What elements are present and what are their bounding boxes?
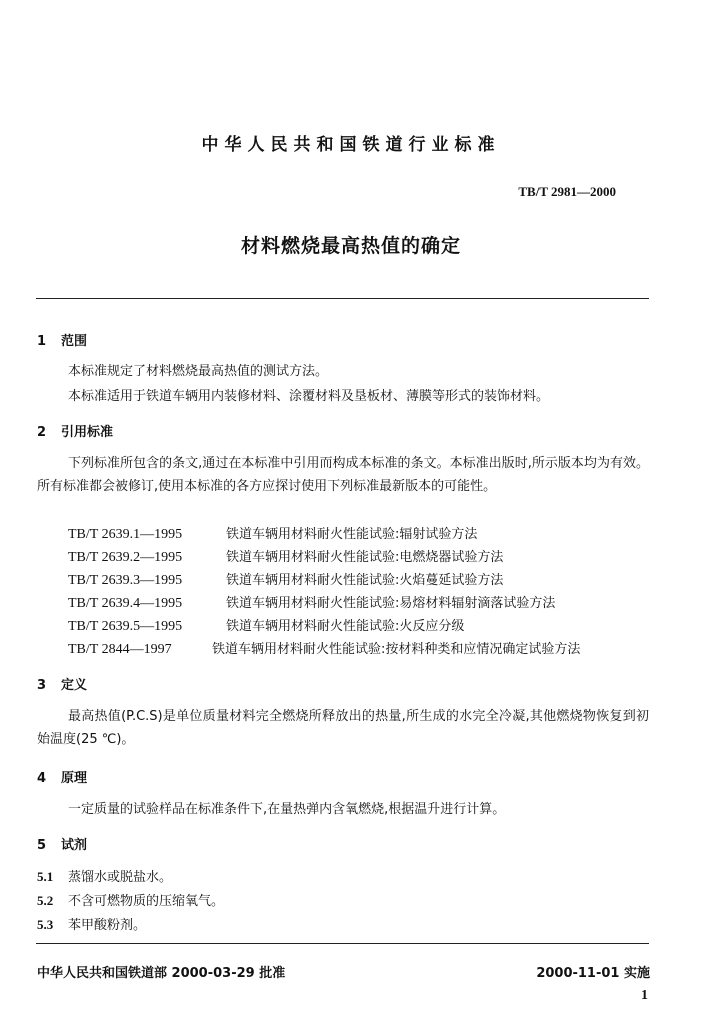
reference-code: TB/T 2639.3—1995 [68,573,183,588]
page-number: 1 [641,988,648,1003]
section-4-paragraph: 一定质量的试验样品在标准条件下,在量热弹内含氧燃烧,根据温升进行计算。 [68,802,506,817]
section-2-heading [37,421,113,440]
subclause-text: 不含可燃物质的压缩氧气。 [68,894,225,909]
issuer-approval: 中华人民共和国铁道部 2000-03-29 批准 [37,966,286,981]
reference-code: TB/T 2639.2—1995 [68,550,183,565]
section-title: 试剂 [61,838,88,853]
footer-divider [36,943,649,944]
subclause-number: 5.1 [37,869,54,884]
reference-item [68,546,503,566]
subclause-text: 蒸馏水或脱盐水。 [68,870,173,885]
organization-heading: 中华人民共和国铁道行业标准 [201,135,501,155]
section-number: 4 [37,771,47,786]
document-title: 材料燃烧最高热值的确定 [240,235,461,257]
section-4-heading [37,767,87,786]
subclause-item [37,914,146,933]
reference-title: 铁道车辆用材料耐火性能试验:电燃烧器试验方法 [226,550,504,565]
reference-code: TB/T 2844—1997 [68,642,172,657]
subclause-text: 苯甲酸粉剂。 [68,918,147,933]
reference-item [68,523,477,543]
standard-code: TB/T 2981—2000 [518,184,616,199]
subclause-item [37,866,172,885]
reference-title: 铁道车辆用材料耐火性能试验:按材料种类和应情况确定试验方法 [212,642,581,657]
subclause-number: 5.3 [37,917,54,932]
section-3-paragraph: 最高热值(P.C.S)是单位质量材料完全燃烧所释放出的热量,所生成的水完全冷凝,其他燃烧物恢复到初始温度(25 ℃)。 [37,709,649,747]
section-1-paragraph-2: 本标准适用于铁道车辆用内装修材料、涂覆材料及垦板材、薄膜等形式的装饰材料。 [68,389,550,404]
section-1-heading [37,330,87,349]
header-divider [36,298,649,299]
reference-title: 铁道车辆用材料耐火性能试验:火焰蔓延试验方法 [226,573,504,588]
section-number: 3 [37,678,47,693]
effective-date: 2000-11-01 实施 [536,966,650,981]
section-title: 范围 [61,334,88,349]
reference-item [68,592,555,612]
section-number: 2 [37,425,47,440]
section-2-paragraph: 下列标准所包含的条文,通过在本标准中引用而构成本标准的条文。本标准出版时,所示版本均为有效。所有标准都会被修订,使用本标准的各方应探讨使用下列标准最新版本的可能性。 [37,456,649,494]
reference-code: TB/T 2639.5—1995 [68,619,183,634]
section-1-paragraph-1: 本标准规定了材料燃烧最高热值的测试方法。 [68,364,329,379]
reference-code: TB/T 2639.1—1995 [68,527,183,542]
reference-title: 铁道车辆用材料耐火性能试验:易熔材料辐射滴落试验方法 [226,596,556,611]
subclause-item [37,890,224,909]
reference-title: 铁道车辆用材料耐火性能试验:火反应分级 [226,619,465,634]
reference-item [68,569,503,589]
section-title: 引用标准 [61,425,114,440]
section-title: 定义 [61,678,88,693]
section-number: 5 [37,838,47,853]
section-title: 原理 [61,771,88,786]
section-number: 1 [37,334,47,349]
section-3-heading [37,674,87,693]
reference-item [68,615,464,635]
reference-code: TB/T 2639.4—1995 [68,596,183,611]
reference-title: 铁道车辆用材料耐火性能试验:辐射试验方法 [226,527,478,542]
subclause-number: 5.2 [37,893,54,908]
section-5-heading [37,834,87,853]
reference-item [68,638,580,658]
